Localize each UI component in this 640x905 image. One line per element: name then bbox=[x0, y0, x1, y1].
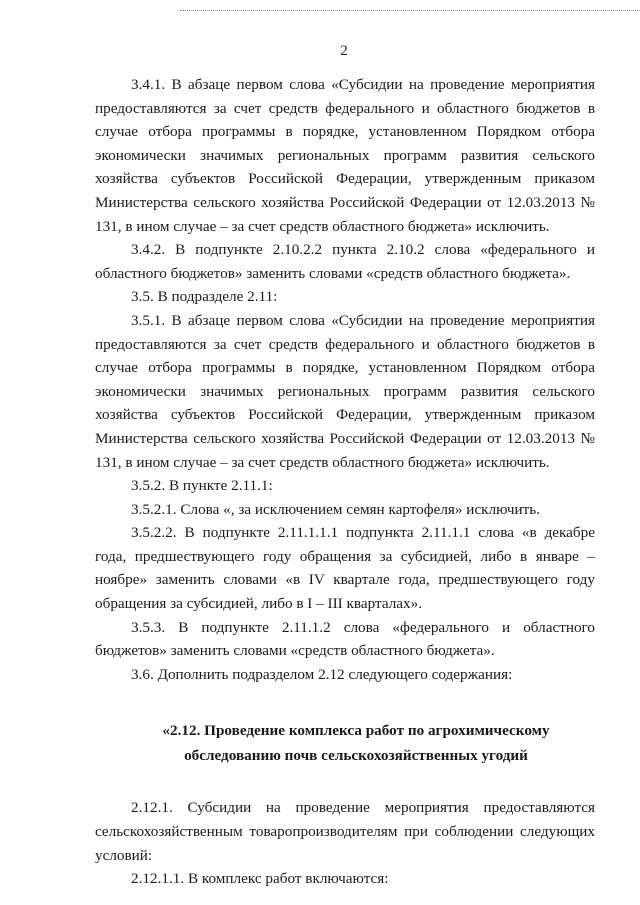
paragraph-3-5-3: 3.5.3. В подпункте 2.11.1.2 слова «федерального и областного бюджетов» заменить словами «средств областного бюджета». bbox=[95, 618, 595, 660]
paragraph-3-5-1: 3.5.1. В абзаце первом слова «Субсидии на проведение мероприятия предоставляются за счет средств федерального и областного бюджетов в случае отбора программы в порядке, установленном Порядком отбора экономически значимых региональных программ развития сельского хозяйства субъектов Российской Федерации, утвержденным приказом Министерства сельского хозяйства Российской Федерации от 12.03.2013 № 131, в ином случае – за счет средств областного бюджета» исключить. bbox=[95, 311, 595, 471]
scan-edge-line bbox=[180, 10, 640, 11]
paragraph-3-5: 3.5. В подразделе 2.11: bbox=[131, 288, 278, 306]
paragraph-2-12-1: 2.12.1. Субсидии на проведение мероприятия предоставляются сельскохозяйственным товаропроизводителям при соблюдении следующих условий: bbox=[95, 799, 595, 864]
document-body bbox=[95, 73, 595, 891]
paragraph-3-5-2-1: 3.5.2.1. Слова «, за исключением семян картофеля» исключить. bbox=[131, 500, 541, 518]
paragraph-3-5-2-2: 3.5.2.2. В подпункте 2.11.1.1.1 подпункта 2.11.1.1 слова «в декабре года, предшествующего году обращения за субсидией, либо в январе – ноябре» заменить словами «в IV квартале года, предшествующего году обращения за субсидией, либо в I – III кварталах». bbox=[95, 524, 595, 613]
paragraph-3-4-2: 3.4.2. В подпункте 2.10.2.2 пункта 2.10.2 слова «федерального и областного бюджетов» заменить словами «средств областного бюджета». bbox=[95, 241, 595, 282]
section-heading: «2.12. Проведение комплекса работ по агрохимическому обследованию почв сельскохозяйственных угодий bbox=[162, 722, 550, 765]
paragraph-3-5-2: 3.5.2. В пункте 2.11.1: bbox=[131, 477, 273, 495]
paragraph-2-12-1-1: 2.12.1.1. В комплекс работ включаются: bbox=[131, 870, 389, 888]
page-number: 2 bbox=[340, 43, 348, 59]
paragraph-3-6: 3.6. Дополнить подразделом 2.12 следующего содержания: bbox=[131, 665, 513, 683]
paragraph-3-4-1: 3.4.1. В абзаце первом слова «Субсидии на проведение мероприятия предоставляются за счет средств федерального и областного бюджетов в случае отбора программы в порядке, установленном Порядком отбора экономически значимых региональных программ развития сельского хозяйства субъектов Российской Федерации, утвержденным приказом Министерства сельского хозяйства Российской Федерации от 12.03.2013 № 131, в ином случае – за счет средств областного бюджета» исключить. bbox=[95, 76, 595, 235]
